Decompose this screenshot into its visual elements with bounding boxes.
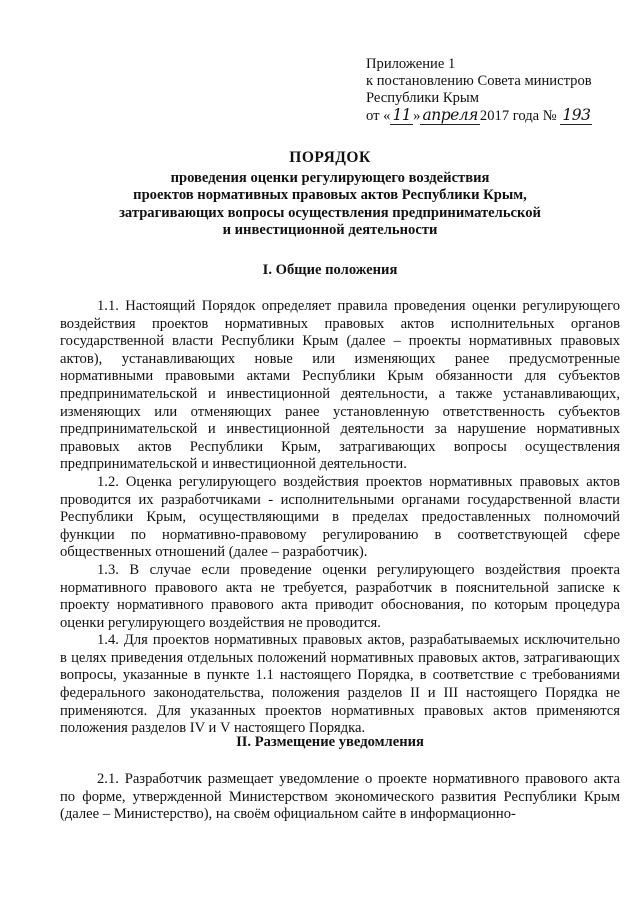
paragraph-1-3: 1.3. В случае если проведение оценки регулирующего воздействия проекта нормативного правового акта не требуется, разработчик в пояснительной записке к проекту нормативного правового акта приводит обоснования, по которым процедура оценки регулирующего воздействия не проводится. — [60, 561, 620, 631]
title-line-3: затрагивающих вопросы осуществления предпринимательской — [119, 204, 541, 221]
date-prefix: от « — [366, 108, 391, 124]
section-1-body — [60, 298, 620, 738]
paragraph-1-2: 1.2. Оценка регулирующего воздействия проектов нормативных правовых актов проводится их разработчиками - исполнительными органами государственной власти Республики Крым, осуществляющими в пределах предоставленных полномочий функции по нормативно-правовому регулированию в соответствующей сфере общественных отношений (далее – разработчик). — [60, 473, 620, 561]
paragraph-2-1: 2.1. Разработчик размещает уведомление о проекте нормативного правового акта по форме, утвержденной Министерством экономического развития Республики Крым (далее – Министерство), на своём официальном сайте в информационно- — [60, 771, 620, 823]
title-main: ПОРЯДОК — [289, 149, 371, 166]
title-line-1: проведения оценки регулирующего воздействия — [170, 170, 490, 187]
handwritten-number: 193 — [562, 106, 591, 124]
appendix-block — [366, 56, 626, 125]
handwritten-day: 11 — [392, 106, 412, 124]
title-line-4: и инвестиционной деятельности — [222, 221, 438, 238]
appendix-line-1: Приложение 1 — [366, 56, 456, 72]
appendix-line-3: Республики Крым — [366, 90, 479, 106]
appendix-line-2: к постановлению Совета министров — [366, 73, 592, 89]
handwritten-month: апреля — [422, 106, 478, 124]
date-quote-close: » — [413, 108, 421, 124]
section-1-heading: I. Общие положения — [262, 262, 398, 278]
date-year-suffix: 2017 года № — [479, 108, 557, 124]
document-title — [60, 149, 600, 239]
title-line-2: проектов нормативных правовых актов Республики Крым, — [133, 187, 527, 204]
section-2-body — [60, 771, 620, 824]
appendix-date-line — [366, 107, 626, 125]
paragraph-1-1: 1.1. Настоящий Порядок определяет правила проведения оценки регулирующего воздействия проектов нормативных правовых актов исполнительных органов государственной власти Республики Крым (далее – проекты нормативных правовых актов), устанавливающих новые или изменяющих ранее предусмотренные нормативными правовыми актами Республики Крым обязанности для субъектов предпринимательской и инвестиционной деятельности, а также устанавливающих, изменяющих или отменяющих ранее установленную ответственность субъектов предпринимательской и инвестиционной деятельности за нарушение нормативных правовых актов Республики Крым, затрагивающих вопросы осуществления предпринимательской и инвестиционной деятельности. — [60, 298, 620, 473]
section-2-heading: II. Размещение уведомления — [236, 734, 424, 750]
paragraph-1-4: 1.4. Для проектов нормативных правовых актов, разрабатываемых исключительно в целях приведения отдельных положений нормативных правовых актов, затрагивающих вопросы, указанные в пункте 1.1 настоящего Порядка, в соответствие с требованиями федерального законодательства, положения разделов II и III настоящего Порядка не применяются. Для указанных проектов нормативных правовых актов применяются положения разделов IV и V настоящего Порядка. — [60, 632, 620, 737]
